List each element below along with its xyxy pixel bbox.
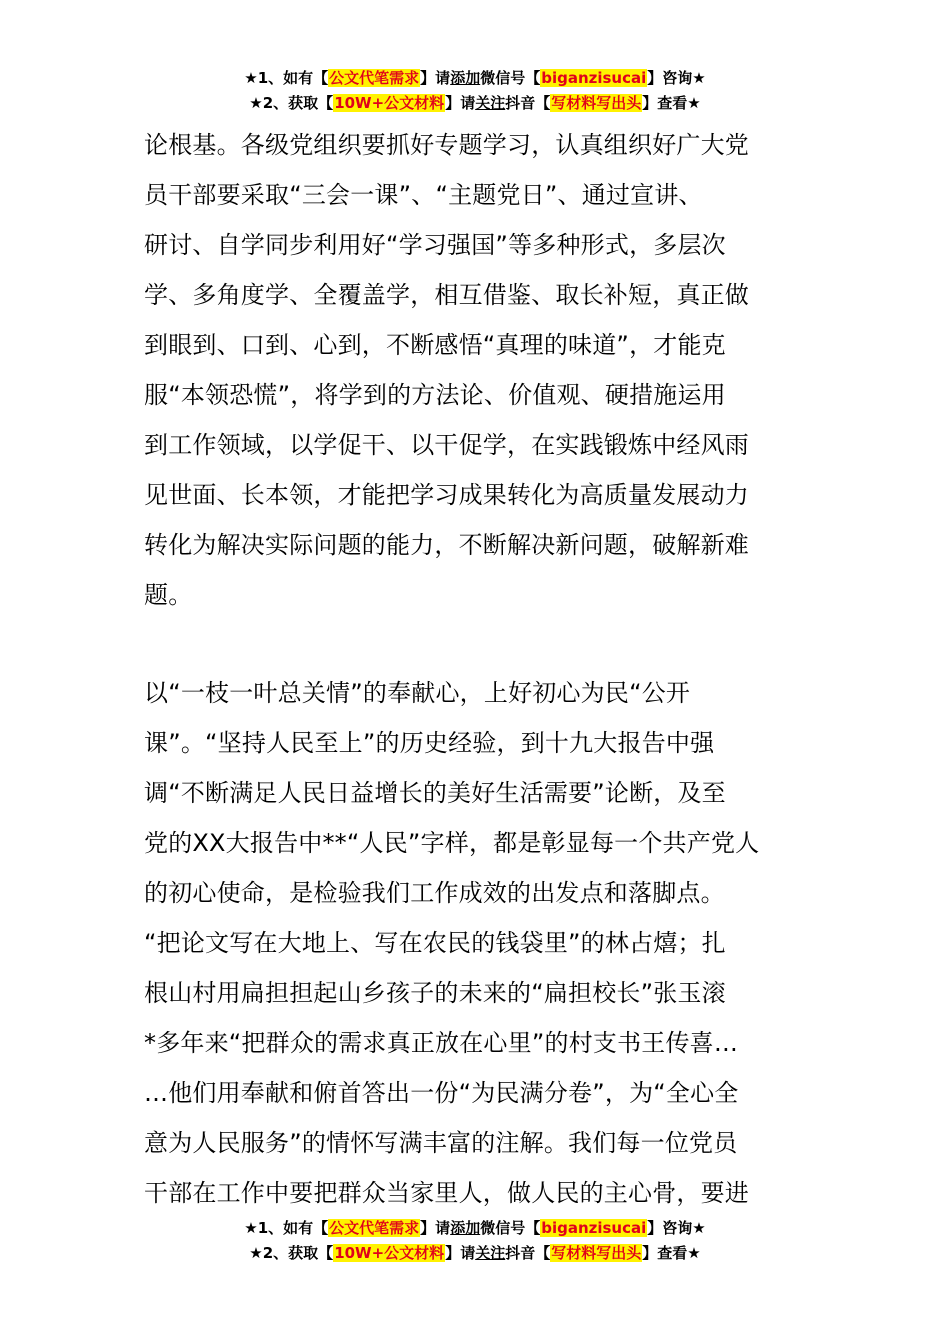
text-line: 根山村用扁担担起山乡孩子的未来的“扁担校长”张玉滚 (144, 979, 726, 1007)
banner-line-2: ★2、获取【10W+公文材料】请关注抖音【写材料写出头】查看★ (249, 1244, 701, 1262)
banner-line-2: ★2、获取【10W+公文材料】请关注抖音【写材料写出头】查看★ (249, 94, 701, 112)
paragraph-2 (144, 668, 808, 1218)
highlight-service: 公文代笔需求 (329, 1219, 420, 1237)
text-line: …他们用奉献和俯首答出一份“为民满分卷”，为“全心全 (144, 1079, 739, 1107)
text-line: 干部在工作中要把群众当家里人，做人民的主心骨，要进 (144, 1179, 749, 1207)
text-line: *多年来“把群众的需求真正放在心里”的村支书王传喜… (144, 1029, 739, 1057)
text-line: 转化为解决实际问题的能力，不断解决新问题，破解新难 (144, 531, 749, 559)
highlight-materials: 10W+公文材料 (334, 1244, 445, 1262)
text-line: 见世面、长本领，才能把学习成果转化为高质量发展动力 (144, 481, 749, 509)
header-banner (0, 66, 950, 116)
text-line: 调“不断满足人民日益增长的美好生活需要”论断，及至 (144, 779, 726, 807)
highlight-douyin-id: 写材料写出头 (551, 94, 642, 112)
banner-line-1: ★1、如有【公文代笔需求】请添加微信号【biganzisucai】咨询★ (244, 1219, 706, 1237)
text-line: 到眼到、口到、心到，不断感悟“真理的味道”，才能克 (144, 331, 726, 359)
highlight-service: 公文代笔需求 (329, 69, 420, 87)
banner-line-1: ★1、如有【公文代笔需求】请添加微信号【biganzisucai】咨询★ (244, 69, 706, 87)
highlight-materials: 10W+公文材料 (334, 94, 445, 112)
text-line: 课”。“坚持人民至上”的历史经验，到十九大报告中强 (144, 729, 715, 757)
text-line: “把论文写在大地上、写在农民的钱袋里”的林占熺；扎 (144, 929, 726, 957)
highlight-douyin-id: 写材料写出头 (551, 1244, 642, 1262)
footer-banner (0, 1216, 950, 1266)
text-line: 学、多角度学、全覆盖学，相互借鉴、取长补短，真正做 (144, 281, 749, 309)
text-line: 题。 (144, 581, 193, 609)
text-line: 服“本领恐慌”，将学到的方法论、价值观、硬措施运用 (144, 381, 726, 409)
paragraph-1 (144, 120, 808, 620)
text-line: 研讨、自学同步利用好“学习强国”等多种形式，多层次 (144, 231, 726, 259)
text-line: 到工作领域，以学促干、以干促学，在实践锻炼中经风雨 (144, 431, 749, 459)
highlight-wechat-id: biganzisucai (541, 1219, 647, 1237)
text-line: 的初心使命，是检验我们工作成效的出发点和落脚点。 (144, 879, 725, 907)
text-line: 员干部要采取“三会一课”、“主题党日”、通过宣讲、 (144, 181, 703, 209)
highlight-wechat-id: biganzisucai (541, 69, 647, 87)
text-line: 意为人民服务”的情怀写满丰富的注解。我们每一位党员 (144, 1129, 738, 1157)
text-line: 以“一枝一叶总关情”的奉献心，上好初心为民“公开 (144, 679, 691, 707)
text-line: 党的XX大报告中**“人民”字样，都是彰显每一个共产党人 (144, 829, 760, 857)
text-line: 论根基。各级党组织要抓好专题学习，认真组织好广大党 (144, 131, 749, 159)
